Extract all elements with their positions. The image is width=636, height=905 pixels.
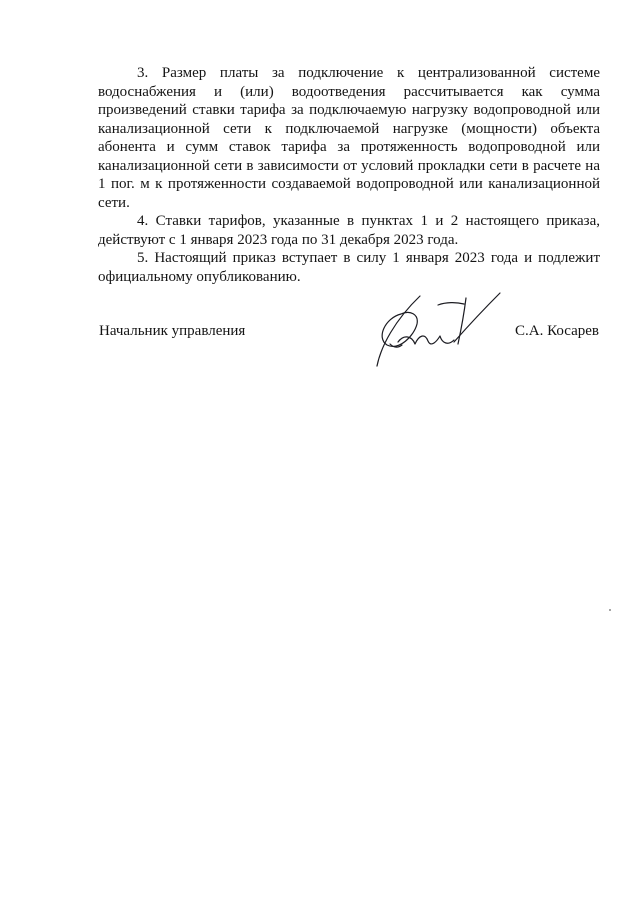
text-line: 5. Настоящий приказ вступает в силу 1 января 2023 года и подлежит: [137, 250, 600, 266]
text-line: абонента и сумм ставок тарифа за протяженность водопроводной или: [98, 139, 600, 155]
text-line: канализационной сети к подключаемой нагрузке (мощности) объекта: [98, 120, 600, 137]
signer-role: Начальник управления: [99, 323, 246, 339]
body-text: [98, 64, 600, 286]
text-line: водоснабжения и (или) водоотведения рассчитывается как сумма: [98, 83, 600, 100]
signature-block: [0, 322, 636, 342]
text-line: 3. Размер платы за подключение к централизованной системе: [137, 65, 600, 81]
paragraph-4: [98, 212, 600, 249]
text-line: сети.: [98, 194, 130, 211]
text-line: официальному опубликованию.: [98, 268, 301, 285]
text-line: 1 пог. м к протяженности создаваемой водопроводной или канализационной: [98, 176, 600, 192]
signer-name: С.А. Косарев: [515, 323, 599, 339]
text-line: действуют с 1 января 2023 года по 31 декабря 2023 года.: [98, 231, 459, 248]
text-line: 4. Ставки тарифов, указанные в пунктах 1 и 2 настоящего приказа,: [137, 213, 600, 229]
text-line: канализационной сети в зависимости от условий прокладки сети в расчете на: [98, 157, 600, 174]
scan-speck: [609, 609, 611, 611]
text-line: произведений ставки тарифа за подключаемую нагрузку водопроводной или: [98, 102, 600, 118]
handwritten-signature: [368, 284, 508, 370]
paragraph-3: [98, 64, 600, 212]
paragraph-5: [98, 249, 600, 286]
